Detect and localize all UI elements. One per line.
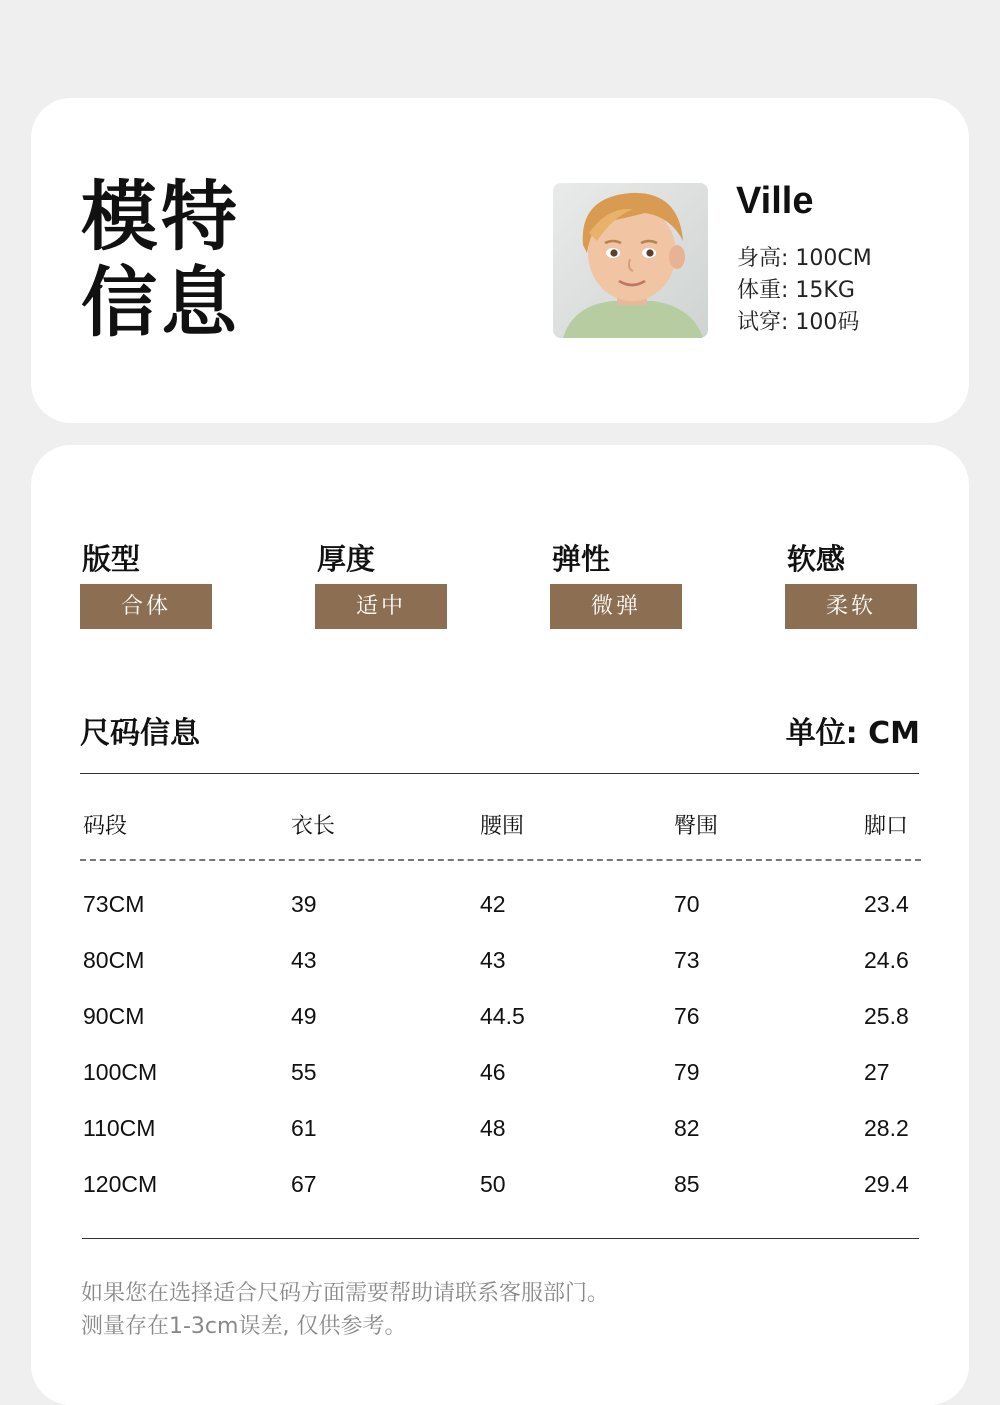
model-height: 身高: 100CM [737,246,872,271]
cell-waist: 46 [480,1059,506,1085]
cell-size: 120CM [83,1171,158,1197]
attribute-label: 版型 [82,542,141,576]
cell-hem: 24.6 [864,947,909,973]
cell-length: 49 [291,1003,317,1029]
cell-size: 80CM [83,947,145,973]
title-line-1: 模特 [81,172,241,261]
table-row [31,1115,969,1155]
header-length: 衣长 [291,814,336,839]
table-row [31,891,969,931]
cell-length: 61 [291,1115,317,1141]
table-row [31,1171,969,1211]
header-hem: 脚口 [864,814,909,839]
size-info-card [31,445,969,1405]
cell-hip: 76 [674,1003,700,1029]
cell-waist: 50 [480,1171,506,1197]
attribute-label: 厚度 [317,542,376,576]
cell-hem: 29.4 [864,1171,909,1197]
model-info-title [81,174,241,346]
cell-hem: 27 [864,1059,890,1085]
model-tried-size: 试穿: 100码 [737,310,860,335]
table-top-divider [80,773,919,774]
cell-size: 100CM [83,1059,158,1085]
attribute-softness [785,537,917,629]
size-section-title: 尺码信息 [80,716,200,751]
cell-size: 73CM [83,891,145,917]
attribute-chip: 适中 [315,584,447,629]
cell-hip: 79 [674,1059,700,1085]
table-bottom-divider [82,1238,919,1239]
header-waist: 腰围 [480,814,525,839]
table-row [31,1059,969,1099]
title-line-2: 信息 [81,258,241,347]
model-photo [553,183,708,338]
cell-hem: 28.2 [864,1115,909,1141]
cell-length: 43 [291,947,317,973]
size-notes [81,1277,609,1343]
model-weight: 体重: 15KG [737,278,855,303]
cell-hem: 23.4 [864,891,909,917]
unit-label: 单位: CM [785,716,920,751]
cell-hip: 70 [674,891,700,917]
cell-size: 110CM [83,1115,156,1141]
note-line-2: 测量存在1-3cm误差, 仅供参考。 [81,1314,407,1339]
cell-length: 39 [291,891,317,917]
attribute-elasticity [550,537,682,629]
cell-waist: 48 [480,1115,506,1141]
attribute-chip: 微弹 [550,584,682,629]
table-row [31,947,969,987]
cell-hip: 73 [674,947,700,973]
header-size: 码段 [83,814,128,839]
cell-waist: 44.5 [480,1003,525,1029]
attribute-label: 弹性 [552,542,611,576]
header-dashed-divider [80,859,921,861]
cell-size: 90CM [83,1003,145,1029]
model-stats [737,243,872,339]
model-info-card [31,98,969,423]
cell-hem: 25.8 [864,1003,909,1029]
attribute-fit [80,537,212,629]
table-row [31,1003,969,1043]
attribute-thickness [315,537,447,629]
cell-hip: 82 [674,1115,700,1141]
model-name: Ville [736,180,814,222]
cell-waist: 42 [480,891,506,917]
cell-waist: 43 [480,947,506,973]
header-hip: 臀围 [674,814,719,839]
cell-length: 55 [291,1059,317,1085]
attribute-label: 软感 [787,542,846,576]
note-line-1: 如果您在选择适合尺码方面需要帮助请联系客服部门。 [81,1281,610,1306]
cell-hip: 85 [674,1171,700,1197]
table-header [31,809,969,849]
attribute-chip: 合体 [80,584,212,629]
cell-length: 67 [291,1171,317,1197]
attribute-chip: 柔软 [785,584,917,629]
